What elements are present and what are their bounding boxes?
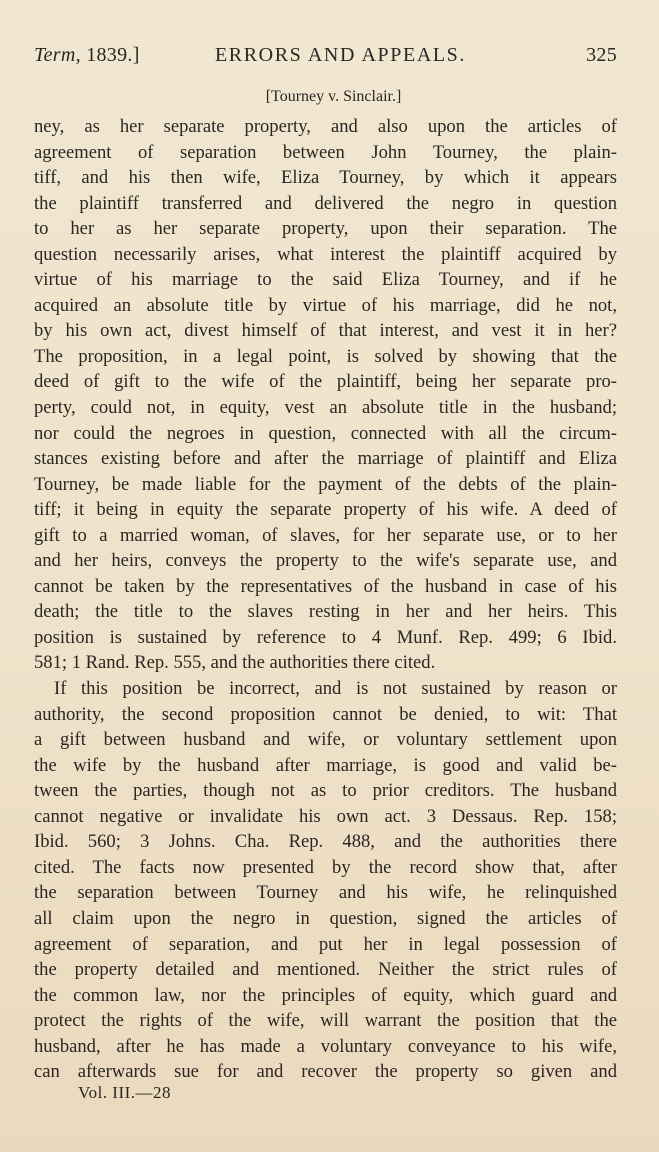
- text-line: a gift between husband and wife, or voluntary settlement upon: [34, 729, 617, 751]
- header-term-word: Term,: [34, 44, 81, 66]
- text-line: tween the parties, though not as to prior creditors. The husband: [34, 780, 617, 802]
- header-section-title: ERRORS AND APPEALS.: [214, 44, 466, 66]
- text-line: perty, could not, in equity, vest an absolute title in the husband;: [34, 397, 617, 419]
- text-line: the property detailed and mentioned. Neither the strict rules of: [34, 959, 617, 981]
- text-line: The proposition, in a legal point, is solved by showing that the: [34, 345, 617, 367]
- text-line: agreement of separation, and put her in legal possession of: [34, 933, 617, 955]
- text-line: all claim upon the negro in question, signed the articles of: [34, 907, 617, 929]
- text-line: nor could the negroes in question, connected with all the circum-: [34, 422, 617, 444]
- body-text: [34, 114, 617, 1085]
- text-line: cannot negative or invalidate his own act. 3 Dessaus. Rep. 158;: [34, 805, 617, 827]
- text-line: Tourney, be made liable for the payment of the debts of the plain-: [34, 473, 617, 495]
- header-page-number: 325: [586, 44, 617, 66]
- paragraph: [34, 676, 617, 1085]
- text-line: question necessarily arises, what interest the plaintiff acquired by: [34, 243, 617, 265]
- text-line: agreement of separation between John Tourney, the plain-: [34, 141, 617, 163]
- text-line: tiff, and his then wife, Eliza Tourney, by which it appears: [34, 167, 617, 189]
- text-line: can afterwards sue for and recover the property so given and: [34, 1061, 617, 1083]
- text-line: If this position be incorrect, and is not sustained by reason or: [54, 678, 617, 700]
- text-line: acquired an absolute title by virtue of his marriage, did he not,: [34, 294, 617, 316]
- text-line: virtue of his marriage to the said Eliza Tourney, and if he: [34, 269, 617, 291]
- text-line: cited. The facts now presented by the record show that, after: [34, 856, 617, 878]
- header-year: 1839.]: [80, 44, 140, 66]
- text-line: the plaintiff transferred and delivered the negro in question: [34, 192, 617, 214]
- text-line: by his own act, divest himself of that interest, and vest it in her?: [34, 320, 617, 342]
- text-line: stances existing before and after the marriage of plaintiff and Eliza: [34, 448, 617, 470]
- running-header: [34, 44, 617, 74]
- text-line: 581; 1 Rand. Rep. 555, and the authorities there cited.: [34, 652, 436, 674]
- text-line: deed of gift to the wife of the plaintiff, being her separate pro-: [34, 371, 617, 393]
- text-line: cannot be taken by the representatives of the husband in case of his: [34, 575, 617, 597]
- text-line: tiff; it being in equity the separate property of his wife. A deed of: [34, 499, 617, 521]
- text-line: gift to a married woman, of slaves, for her separate use, or to her: [34, 524, 617, 546]
- text-line: ney, as her separate property, and also upon the articles of: [34, 116, 617, 137]
- text-line: protect the rights of the wife, will warrant the position that the: [34, 1010, 617, 1032]
- text-line: husband, after he has made a voluntary conveyance to his wife,: [34, 1035, 617, 1057]
- text-line: authority, the second proposition cannot be denied, to wit: That: [34, 703, 617, 725]
- text-line: the separation between Tourney and his wife, he relinquished: [34, 882, 617, 904]
- text-line: to her as her separate property, upon their separation. The: [34, 218, 617, 240]
- text-line: the wife by the husband after marriage, is good and valid be-: [34, 754, 617, 776]
- text-line: the common law, nor the principles of equity, which guard and: [34, 984, 617, 1006]
- volume-signature: Vol. III.—28: [78, 1083, 172, 1102]
- text-line: position is sustained by reference to 4 Munf. Rep. 499; 6 Ibid.: [34, 626, 617, 648]
- text-line: death; the title to the slaves resting in her and her heirs. This: [34, 601, 617, 623]
- text-line: and her heirs, conveys the property to the wife's separate use, and: [34, 550, 617, 572]
- paragraph: [34, 114, 617, 676]
- case-caption: [Tourney v. Sinclair.]: [265, 88, 402, 105]
- text-line: Ibid. 560; 3 Johns. Cha. Rep. 488, and the authorities there: [34, 831, 617, 853]
